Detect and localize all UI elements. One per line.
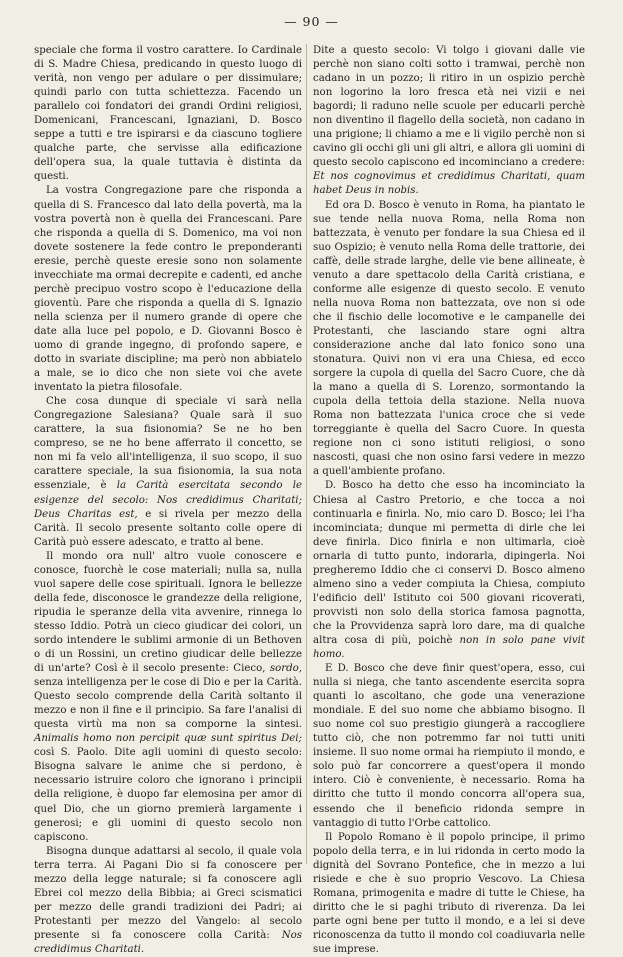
paragraph <box>34 845 302 957</box>
paragraph <box>34 395 302 550</box>
left-column <box>34 44 302 957</box>
paragraph <box>34 44 302 184</box>
italic-text: non in solo pane vivit homo. <box>313 634 586 661</box>
column-divider <box>306 44 307 864</box>
paragraph <box>34 184 302 395</box>
paragraph <box>313 44 585 199</box>
paragraph-text: Il Popolo Romano è il popolo principe, il primo popolo della terra, e in lui ridonda in certo modo la dignità del Sovrano Pontefice, che in mezzo a lui risiede e che è suo proprio Vescovo. La Chiesa Romana, primogenita e madre di tutte le Chiese, ha diritto che le si paghi tributo di riverenza. Da lei parte ogni bene per tutto il mondo, e a lei si deve riconoscenza da tutto il mondo col coadiuvarla nelle sue imprese. <box>313 831 585 955</box>
paragraph <box>313 199 585 480</box>
page-number: — 90 — <box>284 14 339 29</box>
italic-text: sordo, <box>265 663 302 675</box>
paragraph <box>313 831 585 957</box>
italic-text: Animalis homo non percipit quæ sunt spiritus Dei; <box>34 733 302 745</box>
paragraph-text: e si rivela per mezzo della Carità. Il secolo presente soltanto colle opere di Carità può essere adescato, e tratto al bene. <box>34 508 302 548</box>
italic-text: la Carità esercitata secondo le esigenze del secolo: Nos credidimus Charitati; Deus Charitas est, <box>34 480 302 520</box>
paragraph-text: Che cosa dunque di speciale vi sarà nella Congregazione Salesiana? Quale sarà il suo carattere, la sua fisionomia? Se ne ho ben compreso, se ne ho bene afferrato il concetto, se non mi fa velo all'intelligenza, il suo scopo, il suo carattere speciale, la sua fisionomia, la sua nota essenziale, è <box>34 396 302 492</box>
paragraph-text: senza intelligenza per le cose di Dio e per la Carità. Questo secolo comprende della Carità soltanto il mezzo e non il fine e il principio. Sa fare l'analisi di questa virtù ma non sa comporne la sintesi. <box>34 677 302 731</box>
right-column <box>313 44 585 957</box>
paragraph-text: Dite a questo secolo: Vi tolgo i giovani dalle vie perchè non siano colti sotto i tramwai, perchè non cadano in un pozzo; li ritiro in un ospizio perchè non logorino la loro fresca età nei vizii e nei bagordi; li raduno nelle scuole per educarli perchè non diventino il flagello della società, non cadano in una prigione; li chiamo a me e li vigilo perchè non si cavino gli occhi gli uni gli altri, e allora gli uomini di questo secolo capiscono ed incominciano a credere: <box>313 45 585 169</box>
paragraph-text: Ed ora D. Bosco è venuto in Roma, ha piantato le sue tende nella nuova Roma, nella Roma non battezzata, è venuto per fondare la sua Chiesa ed il suo Ospizio; è venuto nella Roma delle trattorie, dei caffè, delle strade larghe, delle vie bene allineate, è venuto a dare spettacolo della Carità cristiana, e conforme alle esigenze di questo secolo. E venuto nella nuova Roma non battezzata, ove non si ode che il fischio delle locomotive e le campanelle dei Protestanti, che lasciando stare ogni altra considerazione anche dal lato fonico sono una stonatura. Quivi non vi era una Chiesa, ed ecco sorgere la cupola di quella del Sacro Cuore, che dà la mano a quella di S. Lorenzo, sormontando la cupola della tettoia della stazione. Nella nuova Roma non battezzata l'unica croce che si vede torreggiante è quella del Sacro Cuore. In questa regione non ci sono istituti religiosi, o sono nascosti, quasi che non osino farsi vedere in mezzo a quell'ambiente profano. <box>313 199 585 478</box>
paragraph-text: La vostra Congregazione pare che risponda a quella di S. Francesco dal lato della povertà, ma la vostra povertà non è quella dei Francescani. Pare che risponda a quella di S. Domenico, ma voi non dovete sostenere la fede contro le preponderanti eresie, perchè queste eresie sono non solamente invecchiate ma ormai decrepite e cadenti, ed anche perchè precipuo vostro scopo è l'educazione della gioventù. Pare che risponda a quella di S. Ignazio nella scienza per il numero grande di opere che date alla luce pel popolo, e D. Giovanni Bosco è uomo di grande ingegno, di profondo sapere, e dotto in svariate discipline; ma però non abbiatelo a male, se io dico che non siete voi che avete inventato la pietra filosofale. <box>34 185 302 394</box>
paragraph-text: speciale che forma il vostro carattere. Io Cardinale di S. Madre Chiesa, predicando in questo luogo di verità, non vengo per adulare o per dissimulare; quindi parlo con tutta schiettezza. Facendo un parallelo coi fondatori dei grandi Ordini religiosi, Domenicani, Francescani, Ignaziani, D. Bosco seppe a tutti e tre ispirarsi e da ciascuno togliere qualche parte, che servisse alla edificazione dell'opera sua, la quale tuttavia è distinta da questi. <box>34 45 302 183</box>
paragraph <box>313 479 585 662</box>
paragraph-text: Il mondo ora null' altro vuole conoscere e conosce, fuorchè le cose materiali; nulla sa, nulla vuol sapere delle cose spirituali. Ignora le bellezze della fede, disconosce le grandezze della religione, ripudia le speranze della vita avvenire, rinnega lo stesso Iddio. Potrà un cieco giudicar dei colori, un sordo intendere le sublimi armonie di un Bethoven o di un Rossini, un cretino giudicar delle bellezze di un'arte? Così è il secolo presente: Cieco, <box>34 550 302 675</box>
paragraph <box>313 662 585 831</box>
paragraph-text: Bisogna dunque adattarsi al secolo, il quale vola terra terra. Ai Pagani Dio si fa conoscere per mezzo della legge naturale; si fa conoscere agli Ebrei col mezzo della Bibbia; ai Greci scismatici per mezzo delle grandi tradizioni dei Padri; ai Protestanti per mezzo del Vangelo: al secolo presente si fa conoscere colla Carità: <box>34 845 302 941</box>
paragraph <box>34 550 302 845</box>
paragraph-text: D. Bosco ha detto che esso ha incominciato la Chiesa al Castro Pretorio, e che tocca a noi continuarla e finirla. No, mio caro D. Bosco; lei l'ha incominciata; dunque mi permetta di dirle che lei deve finirla. Dico finirla e non ultimarla, cioè ornarla di tutto punto, indorarla, dipingerla. Noi pregheremo Iddio che ci conservi D. Bosco almeno almeno sino a veder compiuta la Chiesa, compiuto l'edificio dell' Istituto coi 500 giovani ricoverati, provvisti non solo della storica famosa pagnotta, che la Provvidenza saprà loro dare, ma di qualche altra cosa di più, poichè <box>313 480 585 646</box>
paragraph-text: così S. Paolo. Dite agli uomini di questo secolo: Bisogna salvare le anime che si perdono, è necessario istruire coloro che ignorano i principii della religione, è duopo far elemosina per amor di quel Dio, che un giorno premierà largamente i generosi; e gli uomini di questo secolo non capiscono. <box>34 747 302 843</box>
paragraph-text: E D. Bosco che deve finir quest'opera, esso, cui nulla si niega, che tanto ascendente esercita sopra quanti lo ascoltano, che gode una venerazione mondiale. E del suo nome che abbiamo bisogno. Il suo nome col suo prestigio giungerà a raccogliere tutto ciò, che non potremmo far noi tutti uniti insieme. Il suo nome ormai ha riempiuto il mondo, e solo può far concorrere a quest'opera il mondo intero. Ciò è conveniente, è necessario. Roma ha diritto che tutto il mondo concorra all'opera sua, essendo che il beneficio ridonda sempre in vantaggio di tutto l'Orbe cattolico. <box>313 663 585 829</box>
italic-text: Et nos cognovimus et credidimus Charitati, quam habet Deus in nobis. <box>313 171 585 197</box>
italic-text: Nos credidimus Charitati. <box>34 929 302 955</box>
